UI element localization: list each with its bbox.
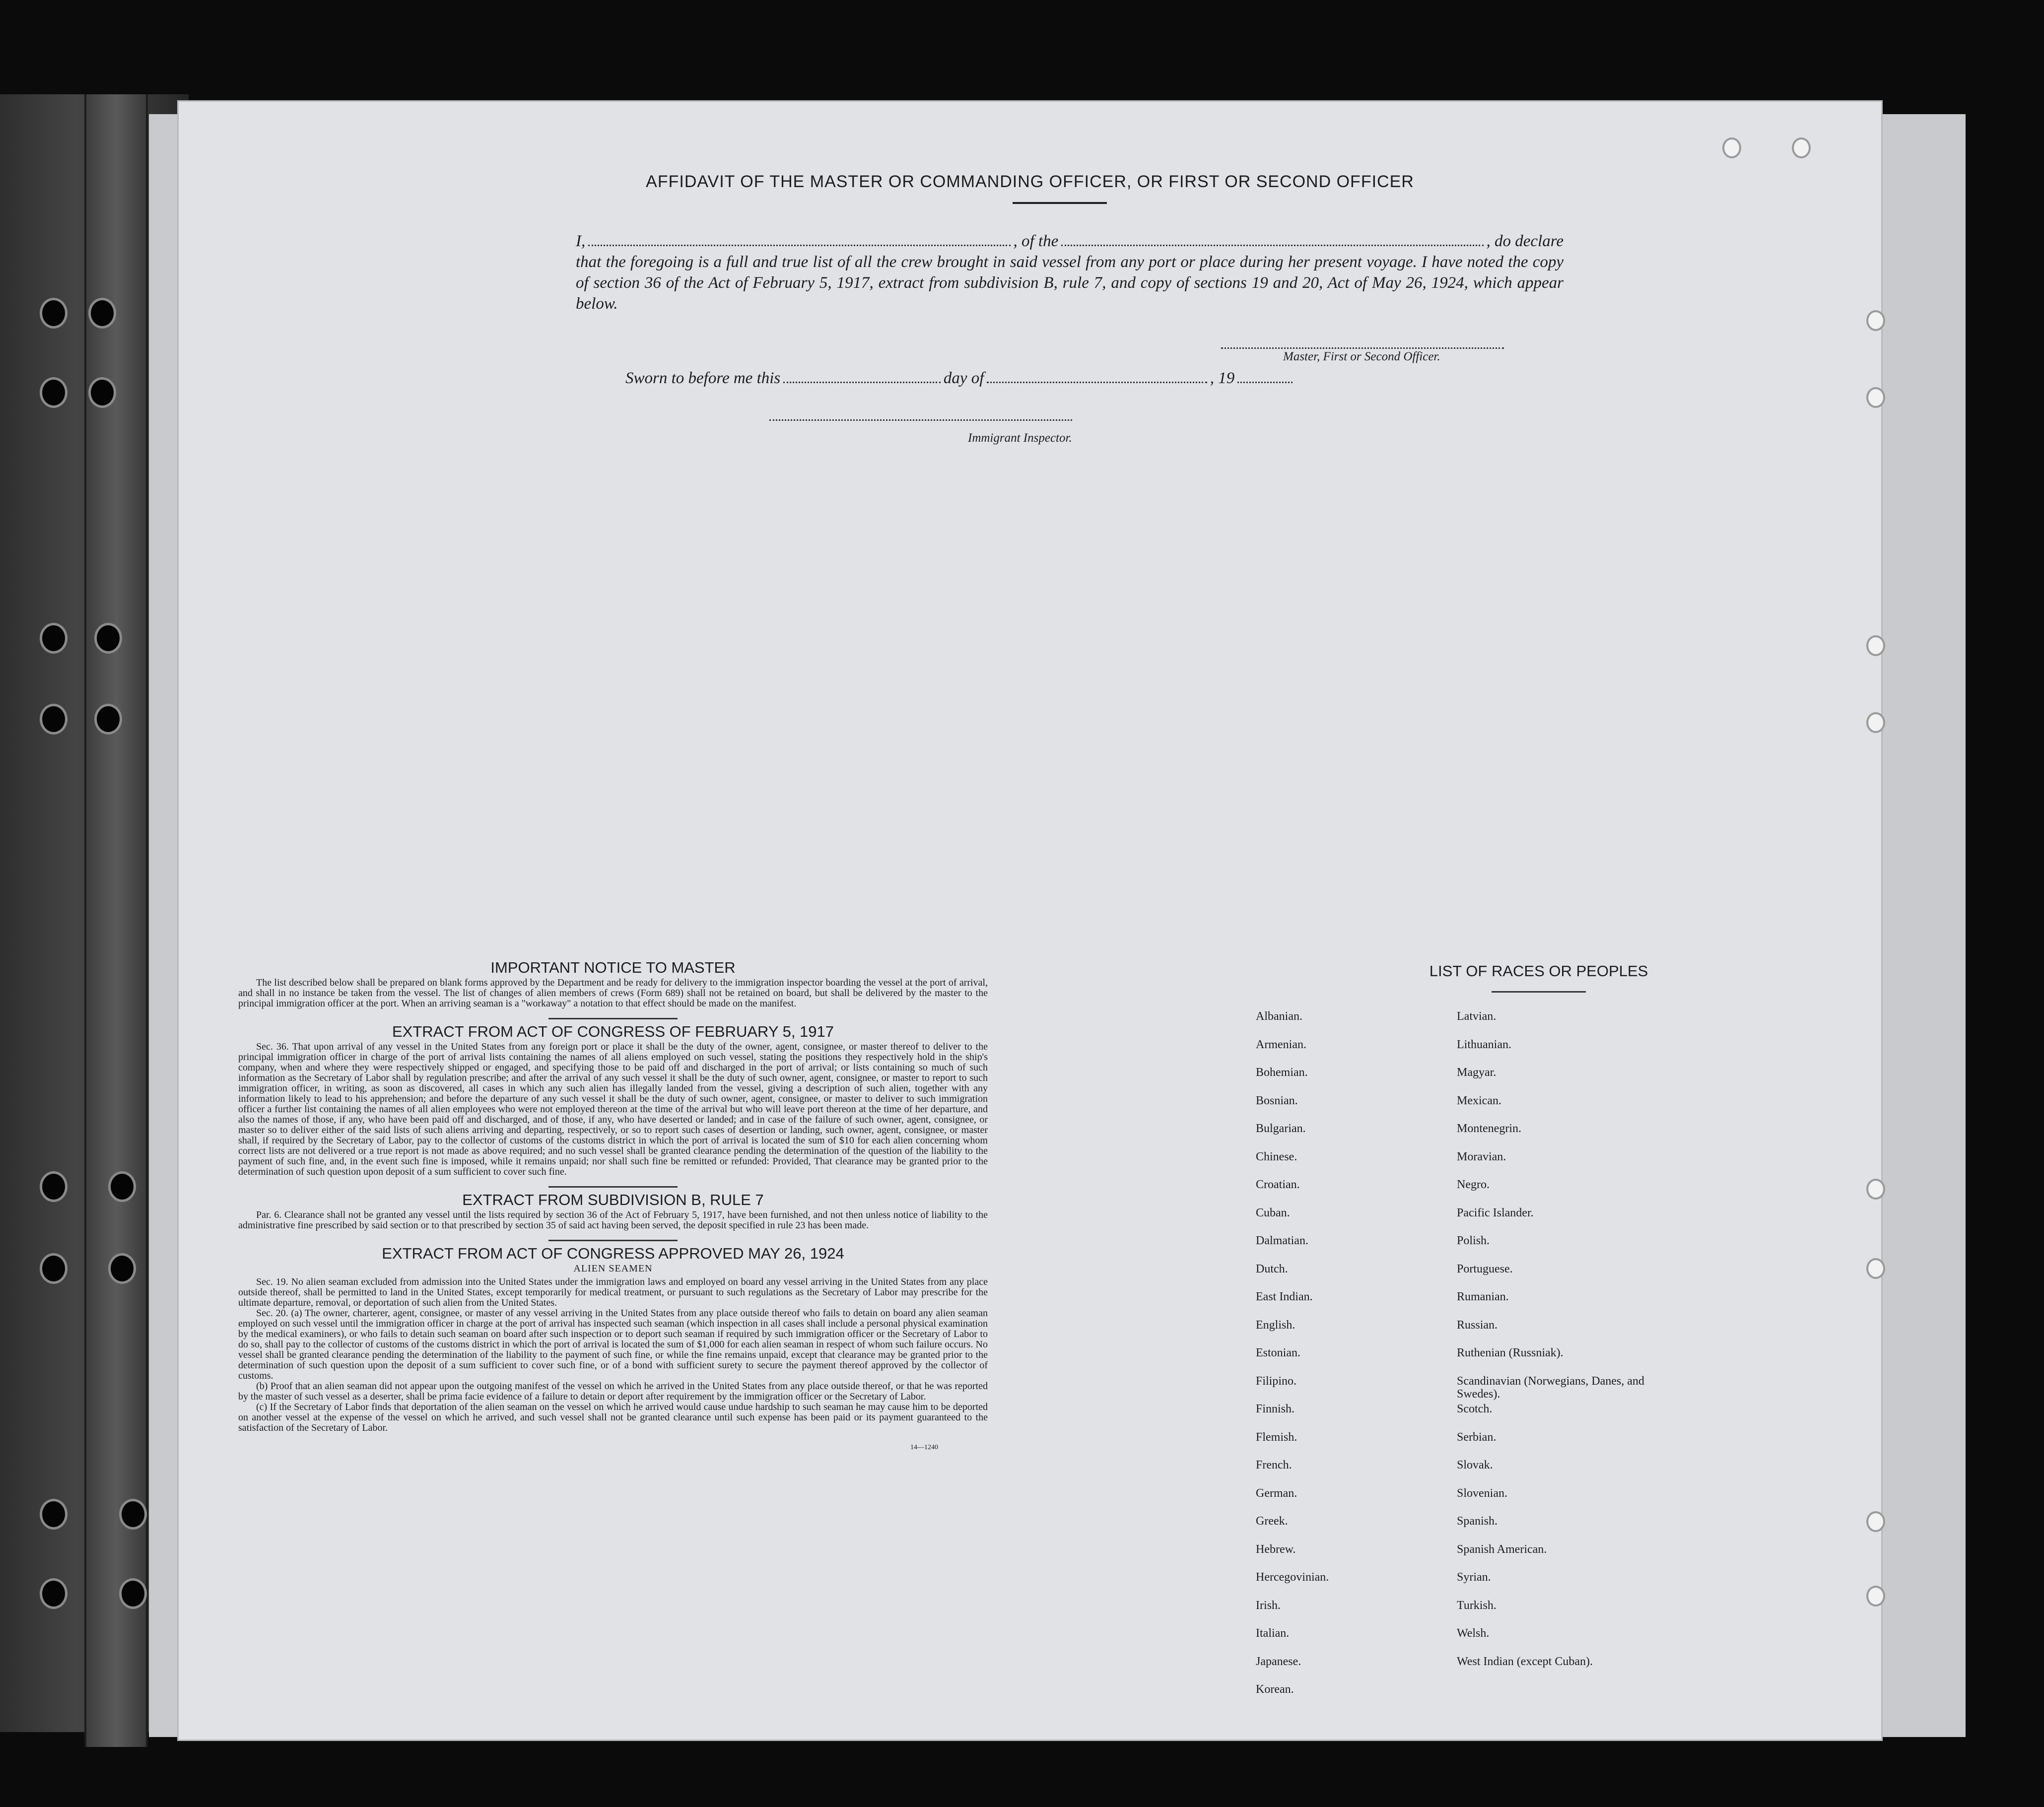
sworn-year-field[interactable] <box>1237 369 1293 383</box>
race-item: Montenegrin. <box>1457 1122 1521 1135</box>
sworn-label: Sworn to before me this <box>625 369 781 387</box>
race-item: Hercegovinian. <box>1256 1571 1329 1584</box>
race-item: Filipino. <box>1256 1374 1297 1388</box>
legal-notice-column <box>238 955 988 1453</box>
race-item: Flemish. <box>1256 1430 1297 1444</box>
race-item: Croatian. <box>1256 1178 1300 1191</box>
race-item: Turkish. <box>1457 1599 1497 1612</box>
race-item: Serbian. <box>1457 1430 1497 1444</box>
races-right-column <box>1457 1010 1665 1683</box>
race-item: Scotch. <box>1457 1403 1493 1415</box>
binder-hole <box>40 1171 68 1202</box>
race-item: West Indian (except Cuban). <box>1457 1655 1593 1668</box>
section-divider <box>548 1186 678 1188</box>
affidavit-first-line <box>576 231 1564 252</box>
race-item: Greek. <box>1256 1515 1288 1528</box>
page-hole <box>1866 1511 1885 1532</box>
race-item: Hebrew. <box>1256 1542 1296 1556</box>
race-item: Cuban. <box>1256 1206 1290 1219</box>
race-item: German. <box>1256 1486 1297 1500</box>
race-item: Bulgarian. <box>1256 1122 1306 1135</box>
race-item: French. <box>1256 1459 1292 1472</box>
race-item: Slovenian. <box>1457 1486 1507 1500</box>
race-item: Bohemian. <box>1256 1066 1308 1079</box>
binder-hole <box>119 1499 147 1530</box>
binder-hole <box>94 704 122 735</box>
day-of-label: day of <box>943 369 984 387</box>
section-divider <box>548 1018 678 1019</box>
binder-hole <box>40 298 68 329</box>
binder-hole <box>119 1578 147 1609</box>
race-item: Portuguese. <box>1457 1262 1513 1275</box>
extract-1917-heading: EXTRACT FROM ACT OF CONGRESS OF FEBRUARY 5, 1917 <box>392 1023 834 1040</box>
race-item: Dalmatian. <box>1256 1234 1308 1247</box>
officer-name-field[interactable] <box>588 232 1010 246</box>
race-item: Irish. <box>1256 1599 1281 1612</box>
race-item: Slovak. <box>1457 1459 1493 1472</box>
race-item: Mexican. <box>1457 1094 1501 1107</box>
section-19-text: Sec. 19. No alien seaman excluded from admission into the United States under the immigration laws and employed on board any vessel arriving in the United States from any place outside thereof, shall be permitted to land in the United States, except temporarily for medical treatment, or pursuant to such regulations as the Secretary of Labor may prescribe for the ultimate departure, removal, or deportation of such alien from the United States. <box>238 1276 988 1308</box>
page-hole <box>1866 310 1885 331</box>
race-item: Italian. <box>1256 1627 1290 1640</box>
race-item: Estonian. <box>1256 1346 1300 1359</box>
race-item: Armenian. <box>1256 1038 1306 1051</box>
affidavit-i-label: I, <box>576 232 586 250</box>
binder-strap <box>84 94 148 1747</box>
affidavit-title-rule <box>1013 202 1107 204</box>
master-signature-caption: Master, First or Second Officer. <box>1283 350 1440 363</box>
page-hole <box>1866 712 1885 733</box>
race-item: Negro. <box>1457 1178 1490 1191</box>
inspector-signature-field[interactable] <box>769 419 1072 421</box>
year-prefix-label: , 19 <box>1210 369 1235 387</box>
race-item: Spanish American. <box>1457 1542 1547 1556</box>
race-item: Korean. <box>1256 1683 1294 1696</box>
race-item: Moravian. <box>1457 1150 1506 1163</box>
race-item: Lithuanian. <box>1457 1038 1511 1051</box>
race-item: Syrian. <box>1457 1571 1491 1584</box>
binder-hole <box>108 1253 136 1284</box>
inspector-caption: Immigrant Inspector. <box>968 431 1072 445</box>
race-item: Ruthenian (Russniak). <box>1457 1346 1564 1359</box>
races-left-column <box>1256 1010 1329 1711</box>
race-item: Bosnian. <box>1256 1094 1298 1107</box>
race-item: Rumanian. <box>1457 1290 1509 1303</box>
binder-hole <box>40 1499 68 1530</box>
races-heading-rule <box>1492 991 1586 993</box>
form-page <box>179 102 1881 1740</box>
affidavit-of-the-label: , of the <box>1013 232 1059 250</box>
race-item: Latvian. <box>1457 1010 1497 1023</box>
race-item: Pacific Islander. <box>1457 1206 1534 1219</box>
race-item: Polish. <box>1457 1234 1490 1247</box>
binder-hole <box>88 377 116 408</box>
alien-seamen-subheading: ALIEN SEAMEN <box>573 1263 653 1274</box>
page-hole <box>1722 137 1741 158</box>
race-item: Welsh. <box>1457 1627 1490 1640</box>
master-signature-field[interactable] <box>1221 347 1504 349</box>
sworn-month-field[interactable] <box>987 369 1207 383</box>
section-20b-text: (b) Proof that an alien seaman did not appear upon the outgoing manifest of the vessel on which he arrived in the United States from any place outside thereof, or that he was reported by the master of such vessel as a deserter, shall be prima facie evidence of a failure to detain or deport after requirement by the immigration officer or the Secretary of Labor. <box>238 1381 988 1402</box>
page-hole <box>1866 1179 1885 1200</box>
binder-hole <box>88 298 116 329</box>
race-item: Spanish. <box>1457 1515 1498 1528</box>
binder-hole <box>40 704 68 735</box>
sworn-day-field[interactable] <box>783 369 941 383</box>
race-item: Magyar. <box>1457 1066 1497 1079</box>
form-number: 14—1240 <box>910 1444 938 1451</box>
page-hole <box>1792 137 1811 158</box>
race-item: Japanese. <box>1256 1655 1301 1668</box>
affidavit-title: AFFIDAVIT OF THE MASTER OR COMMANDING OFFICER, OR FIRST OR SECOND OFFICER <box>646 172 1414 191</box>
rule7-heading: EXTRACT FROM SUBDIVISION B, RULE 7 <box>462 1191 764 1208</box>
page-hole <box>1866 1586 1885 1606</box>
rule7-text: Par. 6. Clearance shall not be granted any vessel until the lists required by section 36 of the Act of February 5, 1917, have been furnished, and not then unless notice of liability to the administrative fine prescribed by said section or to that prescribed by section 35 of said act having been served, the deposit specified in rule 23 has been made. <box>238 1209 988 1231</box>
section-20c-text: (c) If the Secretary of Labor finds that deportation of the alien seaman on the vessel on which he arrived would cause undue hardship to such seaman he may cause him to be deported on another vessel at the expense of the vessel on which he arrived, and such vessel shall not be granted clearance until such expense has been paid or its payment guaranteed to the satisfaction of the Secretary of Labor. <box>238 1402 988 1433</box>
extract-1917-text: Sec. 36. That upon arrival of any vessel in the United States from any foreign port or place it shall be the duty of the owner, agent, consignee, or master thereof to deliver to the principal immigration officer in charge of the port of arrival lists containing the names of all aliens employed on such vessel, stating the positions they respectively hold in the ship's company, when and where they were respectively shipped or engaged, and specifying those to be paid off and discharged in the port of arrival; or lists containing so much of such information as the Secretary of Labor shall by regulation prescribe; and after the arrival of any such vessel it shall be the duty of such owner, agent, consignee, or master to report to such immigration officer, in writing, as soon as discovered, all cases in which any such alien has illegally landed from the vessel, giving a description of such alien, together with any information likely to lead to his apprehension; and before the departure of any such vessel it shall be the duty of such owner, agent, consignee, or master to deliver to such immigration officer a further list containing the names of all alien employees who were not employed thereon at the time of the arrival but who will leave port thereon at the time of her departure, and also the names of those, if any, who have been paid off and discharged, and of those, if any, who have deserted or landed; and in case of the failure of such owner, agent, consignee, or master so to deliver either of the said lists of such aliens arriving and departing, respectively, or so to report such cases of desertion or landing, such owner, agent, consignee, or master shall, if required by the Secretary of Labor, pay to the collector of customs of the customs district in which the port of arrival is located the sum of $10 for each alien concerning whom correct lists are not delivered or a true report is not made as above required; and no such vessel shall be granted clearance pending the determination of the question of the liability to the payment of such fine, and, in the event such fine is imposed, while it remains unpaid; nor shall such fine be remitted or refunded: Provided, That clearance may be granted prior to the determination of such question upon deposit of a sum sufficient to cover such fine. <box>238 1041 988 1177</box>
race-item: Albanian. <box>1256 1010 1302 1023</box>
affidavit-declare-label: , do declare <box>1486 232 1564 250</box>
binder-hole <box>40 1253 68 1284</box>
page-hole <box>1866 635 1885 656</box>
race-item: East Indian. <box>1256 1290 1313 1303</box>
page-hole <box>1866 387 1885 408</box>
binder-hole <box>40 623 68 654</box>
binder-hole <box>40 1578 68 1609</box>
binder-hole <box>108 1171 136 1202</box>
extract-1924-heading: EXTRACT FROM ACT OF CONGRESS APPROVED MAY 26, 1924 <box>382 1245 844 1262</box>
race-item: Scandinavian (Norwegians, Danes, and Swedes). <box>1457 1374 1644 1401</box>
binder-hole <box>94 623 122 654</box>
page-hole <box>1866 1258 1885 1279</box>
race-item: Dutch. <box>1256 1262 1288 1275</box>
notice-text: The list described below shall be prepared on blank forms approved by the Department and be ready for delivery to the immigration inspector boarding the vessel at the port of arrival, and shall in no instance be taken from the vessel. The list of changes of alien members of crews (Form 689) shall not be retained on board, but shall be delivered by the master to the principal immigration officer at the port. When an arriving seaman is a "workaway" a notation to that effect should be made on the manifest. <box>238 977 988 1009</box>
race-item: English. <box>1256 1318 1295 1332</box>
race-item: Russian. <box>1457 1318 1498 1332</box>
races-heading: LIST OF RACES OR PEOPLES <box>1429 962 1648 980</box>
section-divider <box>548 1240 678 1241</box>
affidavit-statement <box>576 231 1564 314</box>
notice-heading: IMPORTANT NOTICE TO MASTER <box>490 959 736 976</box>
binder-hole <box>40 377 68 408</box>
races-list <box>1236 955 1841 1696</box>
section-20a-text: Sec. 20. (a) The owner, charterer, agent, consignee, or master of any vessel arriving in the United States from any place outside thereof who fails to detain on board any alien seaman employed on such vessel until the immigration officer in charge at the port of arrival has inspected such seaman (which inspection in all cases shall include a personal physical examination by the medical examiners), or who fails to detain such seaman on board after such inspection or to deport such seaman if required by such immigration officer or the Secretary of Labor to do so, shall pay to the collector of customs of the customs district in which the port of arrival is located the sum of $1,000 for each alien seaman in respect of whom such failure occurs. No vessel shall be granted clearance pending the determination of the liability to the payment of such fine, or while the fine remains unpaid, except that clearance may be granted prior to the determination of such question upon the deposit of a sum sufficient to cover such fine, or of a bond with sufficient surety to secure the payment thereof approved by the collector of customs. <box>238 1308 988 1381</box>
race-item: Chinese. <box>1256 1150 1297 1163</box>
affidavit-body: that the foregoing is a full and true list of all the crew brought in said vessel from any port or place during her present voyage. I have noted the copy of section 36 of the Act of February 5, 1917, extract from subdivision B, rule 7, and copy of sections 19 and 20, Act of May 26, 1924, which appear below. <box>576 253 1564 313</box>
race-item: Finnish. <box>1256 1403 1295 1415</box>
sworn-line <box>625 369 1295 388</box>
vessel-name-field[interactable] <box>1061 232 1483 246</box>
